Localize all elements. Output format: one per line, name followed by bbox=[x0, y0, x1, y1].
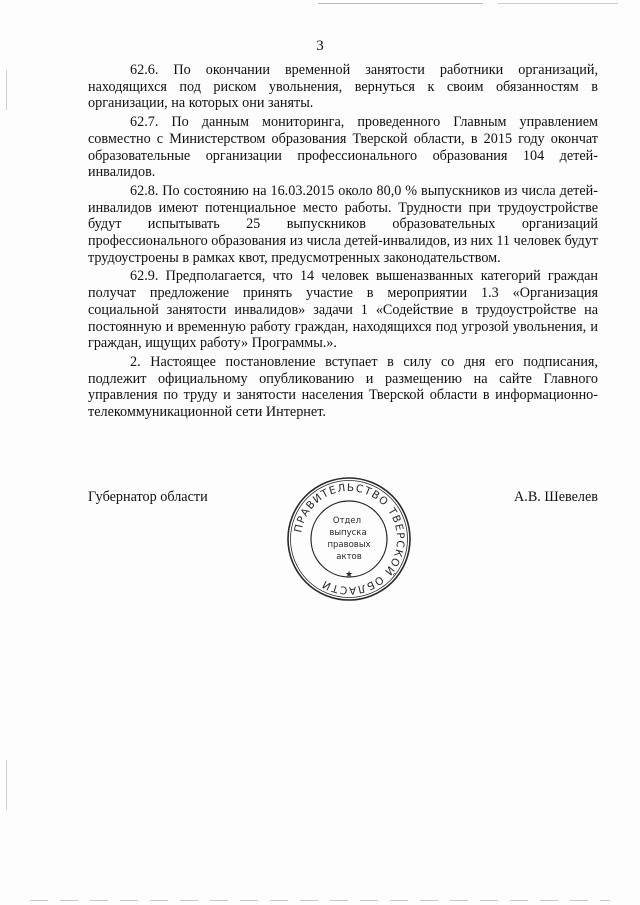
signatory-title: Губернатор области bbox=[88, 489, 208, 505]
paragraph-62-8: 62.8. По состоянию на 16.03.2015 около 80,0 % выпускников из числа детей-инвалидов имеют потенциальное место работы. Трудности при трудоустройстве будут испытывать 25 выпускников образовательных организаций профессионального образования из числа детей-инвалидов, из них 11 человек будут трудоустроены в рамках квот, предусмотренных законодательством. bbox=[88, 182, 598, 266]
paragraph-62-7: 62.7. По данным мониторинга, проведенного Главным управлением совместно с Министерством образования Тверской области, в 2015 году окончат образовательные организации профессионального образования 104 детей-инвалидов. bbox=[88, 114, 598, 181]
stamp-inner-ring bbox=[311, 501, 387, 577]
signatory-name: А.В. Шевелев bbox=[514, 489, 598, 505]
stamp-center-line-2: выпуска bbox=[329, 528, 367, 538]
scan-artifact-left bbox=[6, 70, 7, 110]
stamp-star-icon: ★ bbox=[344, 569, 354, 579]
stamp-outer-ring-inner bbox=[291, 481, 408, 598]
stamp-center-line-1: Отдел bbox=[332, 516, 362, 526]
scan-artifact-top bbox=[318, 3, 618, 4]
official-stamp bbox=[286, 476, 412, 602]
stamp-ring-text: ПРАВИТЕЛЬСТВО ТВЕРСКОЙ ОБЛАСТИ bbox=[292, 481, 407, 597]
scan-artifact-left bbox=[6, 760, 7, 810]
scan-artifact-bottom bbox=[30, 900, 610, 901]
page-number: 3 bbox=[316, 38, 324, 54]
document-body bbox=[88, 62, 598, 423]
paragraph-2: 2. Настоящее постановление вступает в силу со дня его подписания, подлежит официальному опубликованию и размещению на сайте Главного управления по труду и занятости населения Тверской области в информационно-телекоммуникационной сети Интернет. bbox=[88, 353, 598, 421]
stamp-center-line-3: правовых bbox=[327, 540, 371, 550]
stamp-center-line-4: актов bbox=[336, 552, 362, 562]
stamp-outer-ring bbox=[288, 478, 410, 600]
paragraph-62-6: 62.6. По окончании временной занятости работники организаций, находящихся под риском увольнения, вернуться к своим обязанностям в организации, на которых они заняты. bbox=[88, 62, 598, 112]
paragraph-62-9: 62.9. Предполагается, что 14 человек вышеназванных категорий граждан получат предложение принять участие в мероприятии 1.3 «Организация социальной занятости инвалидов» задачи 1 «Содействие в трудоустройстве на постоянную и временную работу граждан, находящихся под угрозой увольнения, и граждан, ищущих работу» Программы.». bbox=[88, 268, 598, 352]
